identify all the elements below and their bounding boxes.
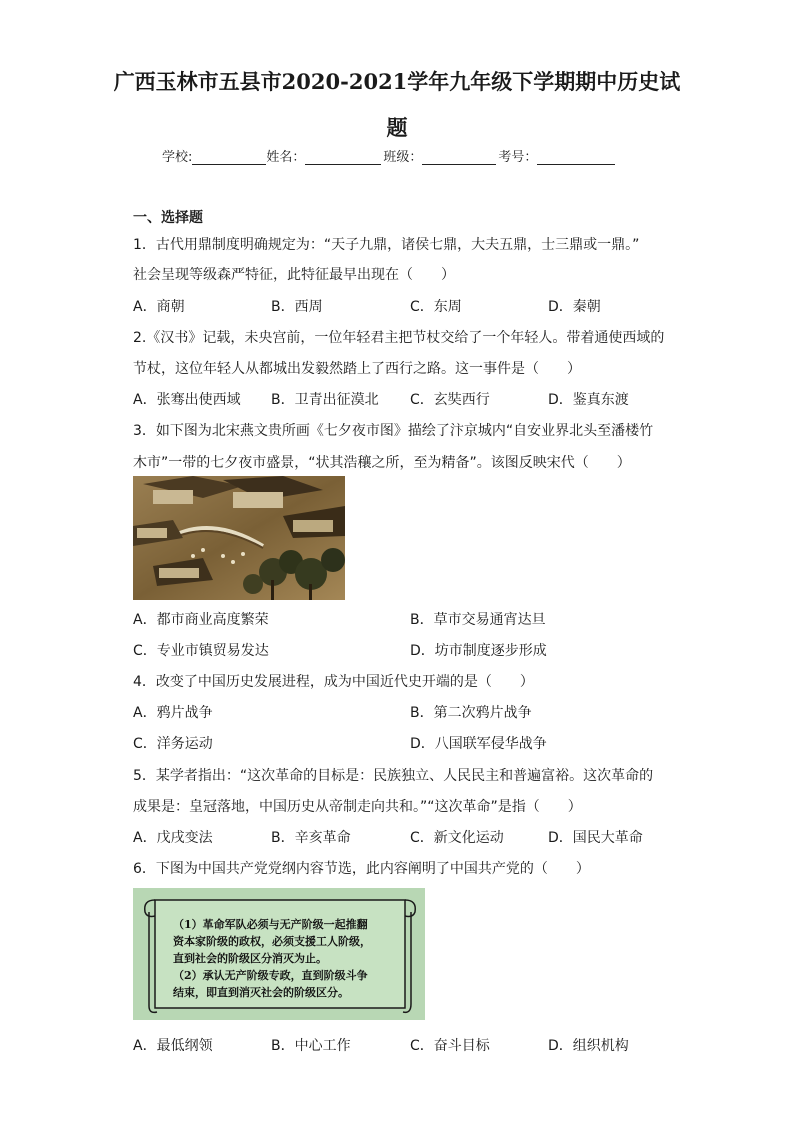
option-b[interactable]: B．卫青出征漠北 bbox=[271, 392, 379, 408]
page-title: 广西玉林市五县市2020-2021学年九年级下学期期中历史试 bbox=[113, 69, 681, 94]
class-label: 班级： bbox=[383, 150, 423, 165]
option-a[interactable]: A．戊戌变法 bbox=[133, 830, 213, 846]
option-c[interactable]: C．新文化运动 bbox=[410, 830, 504, 846]
option-c[interactable]: C．洋务运动 bbox=[133, 736, 213, 752]
option-a[interactable]: A．张骞出使西域 bbox=[133, 392, 241, 408]
scroll-line: 资本家阶级的政权，必须支援工人阶级， bbox=[173, 935, 371, 948]
option-a[interactable]: A．商朝 bbox=[133, 299, 185, 315]
school-label: 学校: bbox=[162, 150, 193, 165]
question-2-line-2: 节杖，这位年轻人从都城出发毅然踏上了西行之路。这一事件是（ ） bbox=[133, 361, 581, 377]
option-d[interactable]: D．国民大革命 bbox=[548, 830, 643, 846]
night-market-painting-drawing bbox=[133, 476, 345, 600]
number-blank[interactable] bbox=[537, 150, 615, 165]
option-d[interactable]: D．组织机构 bbox=[548, 1038, 629, 1054]
section-heading: 一、选择题 bbox=[133, 210, 203, 226]
question-3-line-2: 木市”一带的七夕夜市盛景，“状其浩穰之所，至为精备”。该图反映宋代（ ） bbox=[133, 455, 631, 471]
option-d[interactable]: D．秦朝 bbox=[548, 299, 601, 315]
party-program-scroll-image bbox=[133, 888, 425, 1020]
option-b[interactable]: B．第二次鸦片战争 bbox=[410, 705, 532, 721]
question-6-line-1: 6．下图为中国共产党党纲内容节选，此内容阐明了中国共产党的（ ） bbox=[133, 861, 590, 877]
student-info-row bbox=[162, 146, 615, 165]
scroll-line: 结束，即直到消灭社会的阶级区分。 bbox=[173, 986, 349, 999]
scroll-line: 直到社会的阶级区分消灭为止。 bbox=[173, 952, 327, 965]
option-a[interactable]: A．最低纲领 bbox=[133, 1038, 213, 1054]
number-label: 考号： bbox=[498, 150, 538, 165]
question-1-line-1: 1．古代用鼎制度明确规定为：“天子九鼎，诸侯七鼎，大夫五鼎，士三鼎或一鼎。” bbox=[133, 237, 640, 253]
option-b[interactable]: B．辛亥革命 bbox=[271, 830, 351, 846]
option-d[interactable]: D．坊市制度逐步形成 bbox=[410, 643, 547, 659]
scroll-line: （1）革命军队必须与无产阶级一起推翻 bbox=[173, 918, 368, 931]
scroll-text bbox=[173, 916, 403, 1001]
question-1-line-2: 社会呈现等级森严特征，此特征最早出现在（ ） bbox=[133, 267, 455, 283]
class-blank[interactable] bbox=[422, 150, 496, 165]
name-blank[interactable] bbox=[305, 150, 381, 165]
scroll-line: （2）承认无产阶级专政，直到阶级斗争 bbox=[173, 969, 368, 982]
option-b[interactable]: B．草市交易通宵达旦 bbox=[410, 612, 546, 628]
option-c[interactable]: C．专业市镇贸易发达 bbox=[133, 643, 269, 659]
option-a[interactable]: A．都市商业高度繁荣 bbox=[133, 612, 269, 628]
option-c[interactable]: C．玄奘西行 bbox=[410, 392, 490, 408]
option-c[interactable]: C．奋斗目标 bbox=[410, 1038, 490, 1054]
question-4-line-1: 4．改变了中国历史发展进程，成为中国近代史开端的是（ ） bbox=[133, 674, 534, 690]
option-c[interactable]: C．东周 bbox=[410, 299, 462, 315]
question-5-line-2: 成果是：皇冠落地，中国历史从帝制走向共和。”“这次革命”是指（ ） bbox=[133, 799, 582, 815]
option-d[interactable]: D．八国联军侵华战争 bbox=[410, 736, 547, 752]
option-a[interactable]: A．鸦片战争 bbox=[133, 705, 213, 721]
school-blank[interactable] bbox=[192, 150, 266, 165]
name-label: 姓名： bbox=[266, 150, 306, 165]
night-market-painting bbox=[133, 476, 345, 600]
page-title-continued: 题 bbox=[386, 115, 408, 140]
question-5-line-1: 5．某学者指出：“这次革命的目标是：民族独立、人民民主和普遍富裕。这次革命的 bbox=[133, 768, 654, 784]
question-2-line-1: 2.《汉书》记载，未央宫前，一位年轻君主把节杖交给了一个年轻人。带着通使西域的 bbox=[133, 330, 665, 346]
option-d[interactable]: D．鉴真东渡 bbox=[548, 392, 629, 408]
question-3-line-1: 3．如下图为北宋燕文贵所画《七夕夜市图》描绘了汴京城内“自安业界北头至潘楼竹 bbox=[133, 423, 654, 439]
option-b[interactable]: B．西周 bbox=[271, 299, 323, 315]
option-b[interactable]: B．中心工作 bbox=[271, 1038, 351, 1054]
